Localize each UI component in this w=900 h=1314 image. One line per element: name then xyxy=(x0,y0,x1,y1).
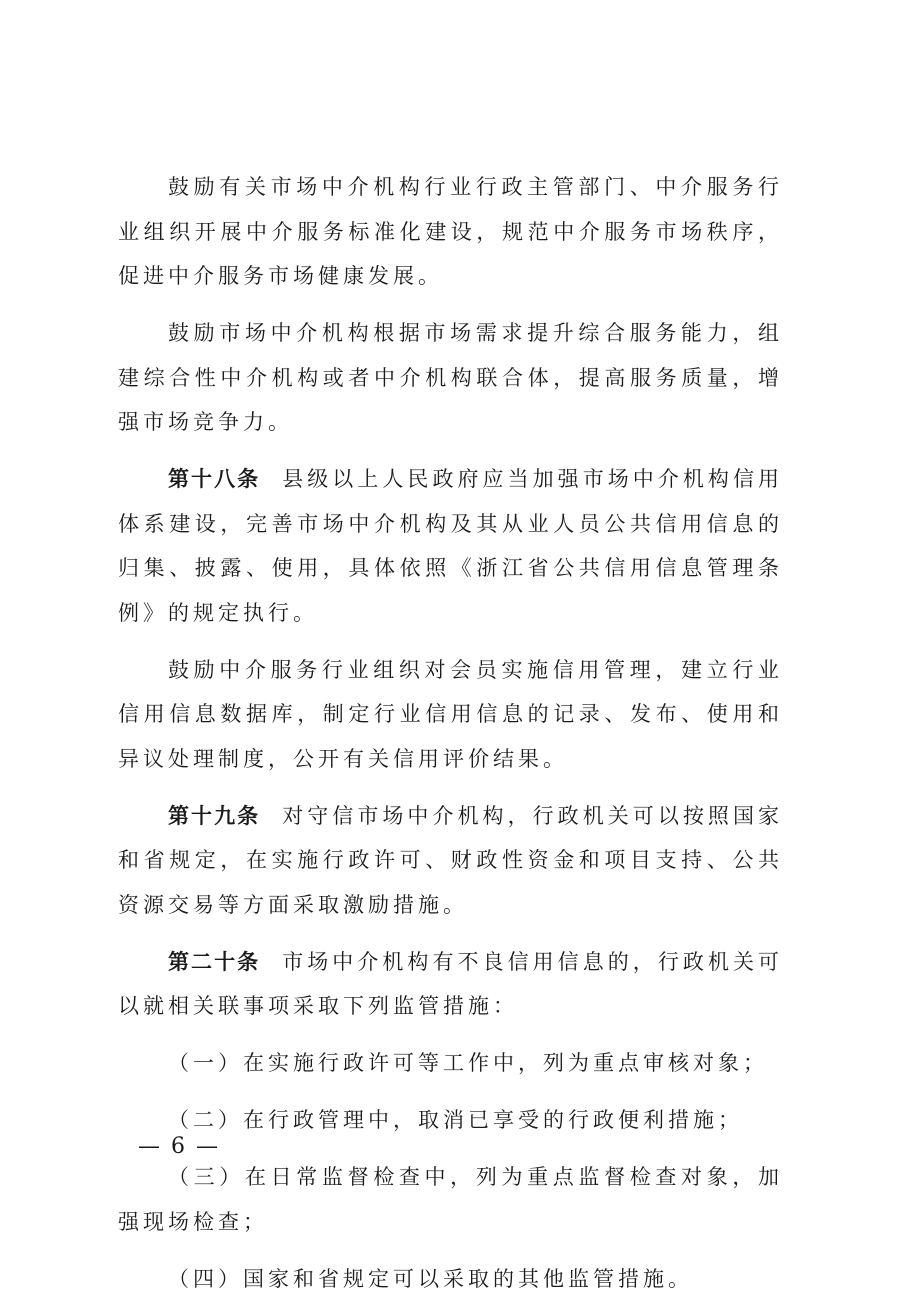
article-19-text: 对守信市场中介机构，行政机关可以按照国家和省规定，在实施行政许可、财政性资金和项目支持、公共资源交易等方面采取激励措施。 xyxy=(118,803,784,917)
article-18 xyxy=(118,457,783,635)
list-item-text: （四）国家和省规定可以采取的其他监管措施。 xyxy=(168,1266,693,1291)
article-19 xyxy=(118,794,783,928)
paragraph-encourage-standardization xyxy=(118,165,783,299)
paragraph-credit-management xyxy=(118,648,783,782)
list-item-3 xyxy=(118,1155,783,1244)
article-20-text: 市场中介机构有不良信用信息的，行政机关可以就相关联事项采取下列监管措施： xyxy=(118,949,784,1018)
list-item-text: （二）在行政管理中，取消已享受的行政便利措施； xyxy=(168,1108,743,1132)
list-item-4 xyxy=(118,1257,783,1302)
paragraph-text: 鼓励市场中介机构根据市场需求提升综合服务能力，组建综合性中介机构或者中介机构联合体，提高服务质量，增强市场竞争力。 xyxy=(118,321,783,434)
list-item-1 xyxy=(118,1041,783,1086)
list-item-text: （三）在日常监督检查中，列为重点监督检查对象，加强现场检查； xyxy=(118,1165,783,1234)
paragraph-text: 鼓励中介服务行业组织对会员实施信用管理，建立行业信用信息数据库，制定行业信用信息的记录、发布、使用和异议处理制度，公开有关信用评价结果。 xyxy=(118,657,783,771)
list-item-text: （一）在实施行政许可等工作中，列为重点审核对象； xyxy=(168,1051,768,1075)
article-18-text: 县级以上人民政府应当加强市场中介机构信用体系建设，完善市场中介机构及其从业人员公共信用信息的归集、披露、使用，具体依照《浙江省公共信用信息管理条例》的规定执行。 xyxy=(118,467,784,625)
page-number: — 6 — xyxy=(138,1134,220,1159)
article-20 xyxy=(118,940,783,1029)
article-18-label: 第十八条 xyxy=(168,467,261,491)
paragraph-text: 鼓励有关市场中介机构行业行政主管部门、中介服务行业组织开展中介服务标准化建设，规范中介服务市场秩序，促进中介服务市场健康发展。 xyxy=(118,175,783,288)
article-20-label: 第二十条 xyxy=(168,949,261,974)
article-19-label: 第十九条 xyxy=(168,803,261,828)
paragraph-encourage-capability xyxy=(118,311,783,445)
